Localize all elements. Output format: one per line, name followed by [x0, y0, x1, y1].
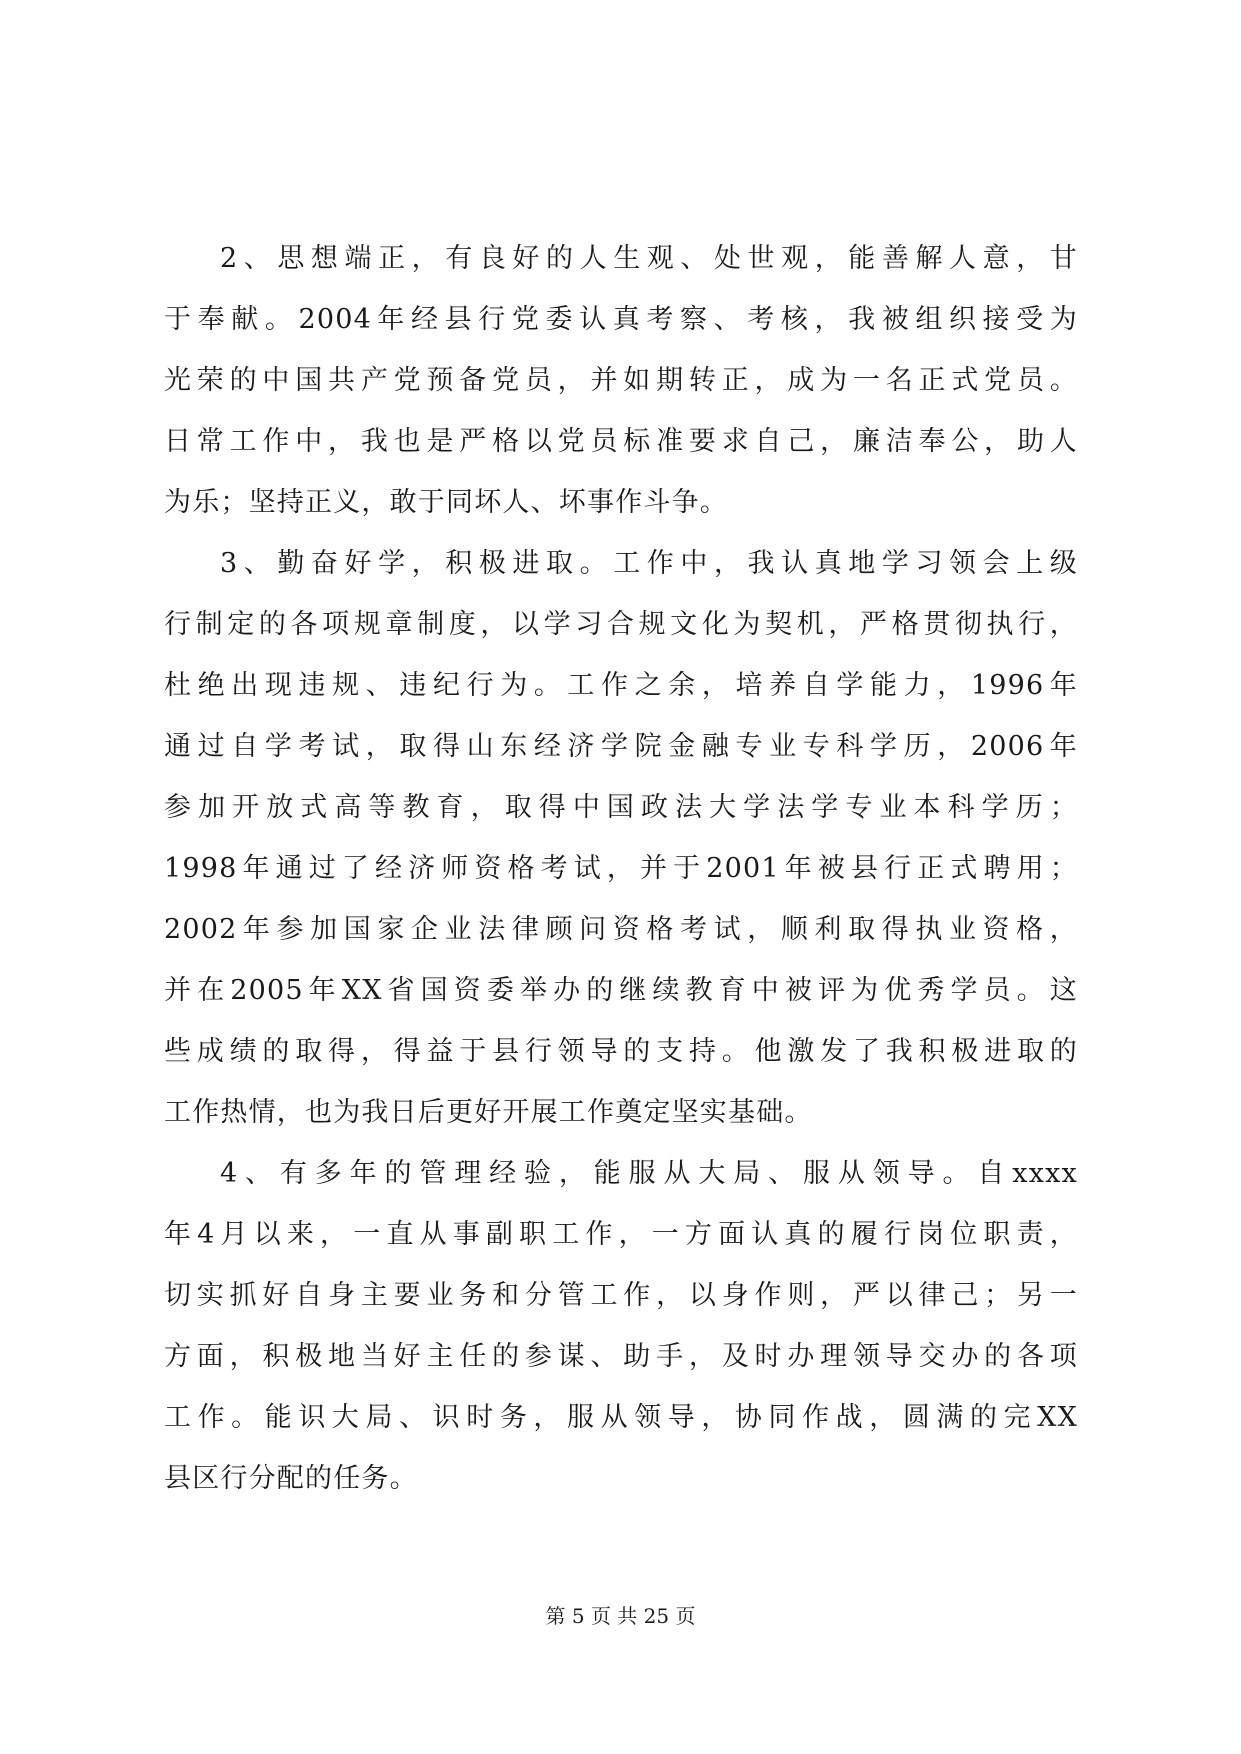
paragraph-line: 并在2005年XX省国资委举办的继续教育中被评为优秀学员。这 — [164, 975, 1078, 1006]
paragraph-line: 4、有多年的管理经验，能服从大局、服从领导。自xxxx — [220, 1158, 1078, 1189]
paragraph-line: 1998年通过了经济师资格考试，并于2001年被县行正式聘用； — [164, 853, 1078, 884]
paragraph-line: 日常工作中，我也是严格以党员标准要求自己，廉洁奉公，助人 — [164, 426, 1078, 457]
paragraph-line: 为乐；坚持正义，敢于同坏人、坏事作斗争。 — [164, 487, 728, 518]
paragraph-line: 方面，积极地当好主任的参谋、助手，及时办理领导交办的各项 — [164, 1341, 1078, 1372]
paragraph-line: 参加开放式高等教育，取得中国政法大学法学专业本科学历； — [164, 792, 1078, 823]
paragraph-line: 行制定的各项规章制度，以学习合规文化为契机，严格贯彻执行， — [164, 609, 1078, 640]
paragraph-line: 年4月以来，一直从事副职工作，一方面认真的履行岗位职责， — [164, 1219, 1078, 1250]
paragraph-line: 切实抓好自身主要业务和分管工作，以身作则，严以律己；另一 — [164, 1280, 1078, 1311]
body-text — [164, 228, 1078, 1509]
paragraph-line: 光荣的中国共产党预备党员，并如期转正，成为一名正式党员。 — [164, 365, 1078, 396]
paragraph-line: 2、思想端正，有良好的人生观、处世观，能善解人意，甘 — [220, 243, 1078, 274]
paragraph-line: 2002年参加国家企业法律顾问资格考试，顺利取得执业资格， — [164, 914, 1078, 945]
paragraph-line: 些成绩的取得，得益于县行领导的支持。他激发了我积极进取的 — [164, 1036, 1078, 1067]
paragraph-line: 于奉献。2004年经县行党委认真考察、考核，我被组织接受为 — [164, 304, 1078, 335]
paragraph-line: 工作。能识大局、识时务，服从领导，协同作战，圆满的完XX — [164, 1402, 1078, 1433]
paragraph-line: 通过自学考试，取得山东经济学院金融专业专科学历，2006年 — [164, 731, 1078, 762]
page-number-footer: 第 5 页 共 25 页 — [545, 1604, 696, 1628]
paragraph-line: 3、勤奋好学，积极进取。工作中，我认真地学习领会上级 — [220, 548, 1078, 579]
paragraph-line: 杜绝出现违规、违纪行为。工作之余，培养自学能力，1996年 — [164, 670, 1078, 701]
paragraph-line: 工作热情，也为我日后更好开展工作奠定坚实基础。 — [164, 1097, 813, 1128]
paragraph-line: 县区行分配的任务。 — [164, 1463, 418, 1494]
